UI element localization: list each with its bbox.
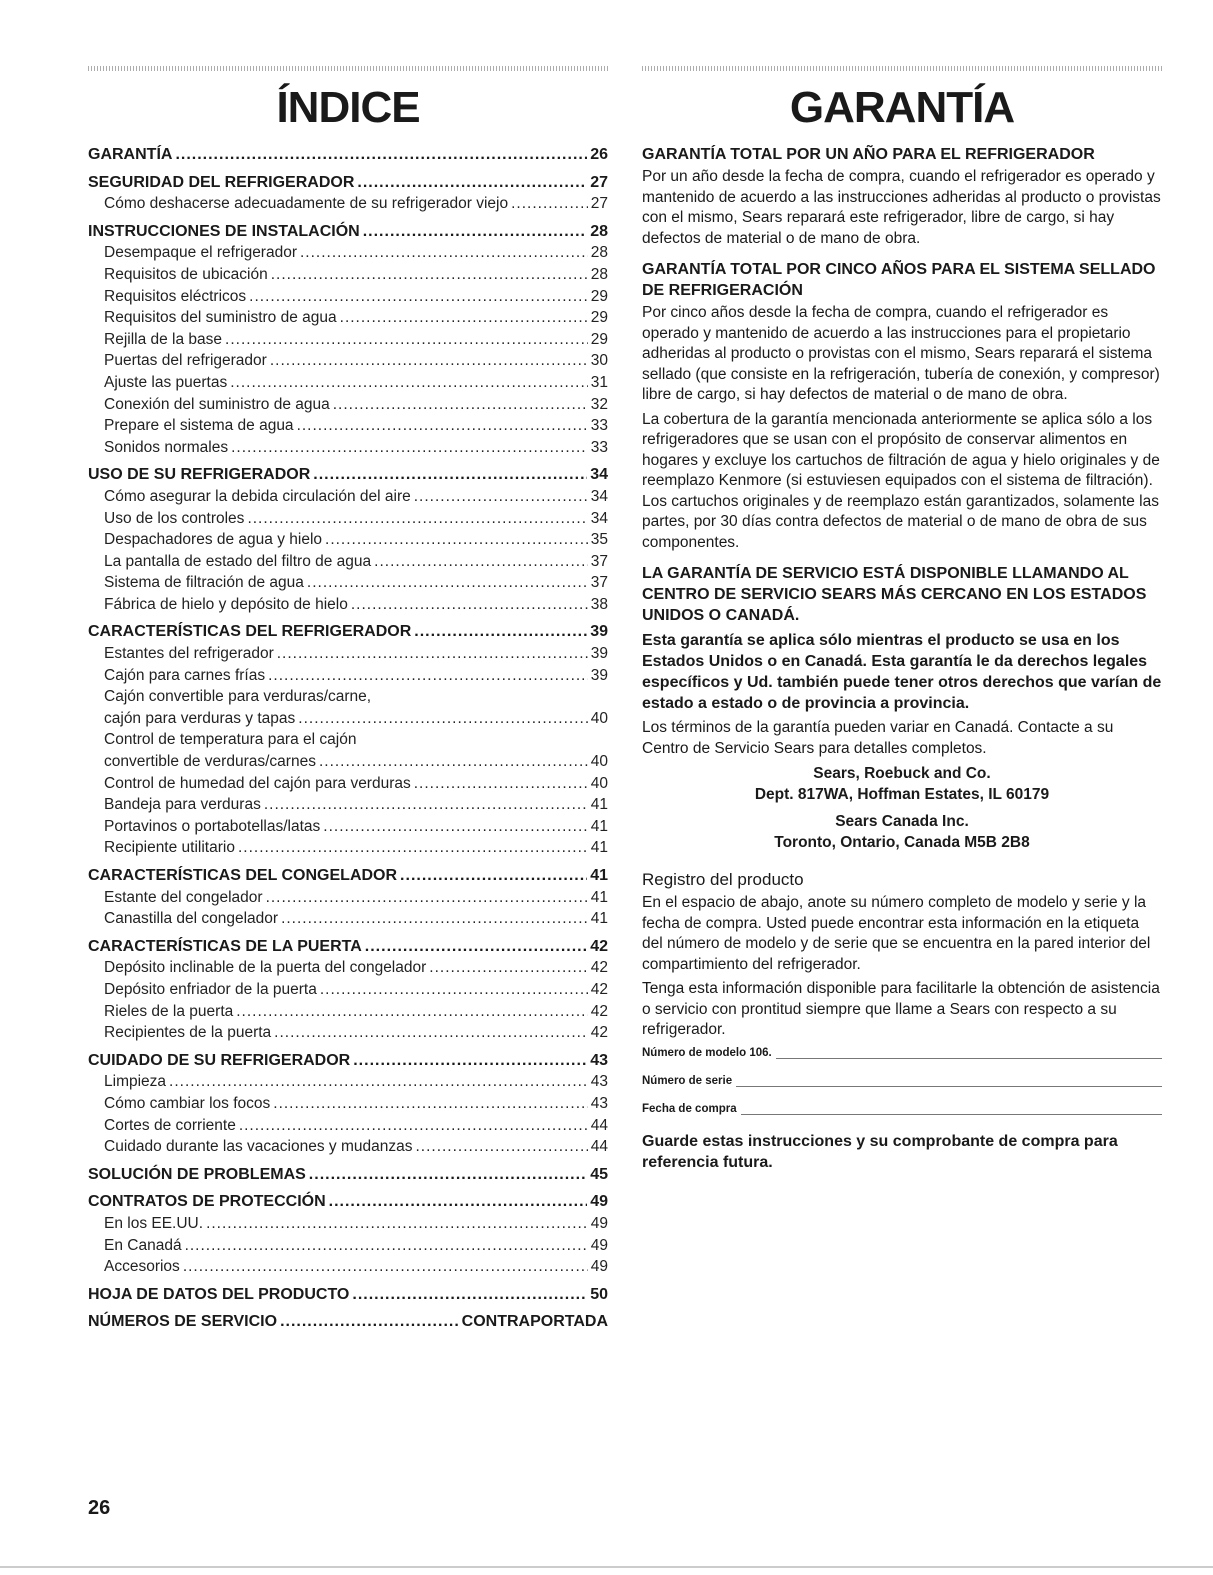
toc-page-number: 34 — [590, 509, 608, 527]
toc-leader-dots — [231, 437, 588, 459]
toc-entry-title: SOLUCIÓN DE PROBLEMAS — [88, 1165, 306, 1183]
toc-leader-dots — [238, 837, 588, 859]
toc-leader-dots — [511, 193, 588, 215]
toc-entry-title: CARACTERÍSTICAS DEL CONGELADOR — [88, 867, 398, 884]
service-heading: LA GARANTÍA DE SERVICIO ESTÁ DISPONIBLE LLAMANDO AL CENTRO DE SERVICIO SEARS MÁS CERCANO EN LOS ESTADOS UNIDOS O CANADÁ. — [642, 565, 1147, 624]
toc-leader-dots — [374, 551, 588, 573]
coverage-text: La cobertura de la garantía mencionada anteriormente se aplica sólo a los refrigeradores que se usan con el propósito de conservar alimentos en hogares y excluye los cartuchos de filtración de agua y hielo originales y de reemplazo Kenmore (si estuviesen equipados con el sistema de filtración). Los cartuchos originales y de reemplazo están garantizados, solamente las partes, por 30 días contra defectos de material o de mano de obra de sus componentes. — [642, 410, 1160, 551]
toc-section-entry — [88, 1191, 608, 1213]
toc-leader-dots — [353, 1050, 587, 1072]
toc-entry-title: Uso de los controles — [104, 509, 245, 527]
toc-leader-dots — [414, 486, 588, 508]
toc-leader-dots — [247, 508, 587, 530]
toc-leader-dots — [239, 1115, 588, 1137]
toc-page-number: 42 — [590, 959, 608, 977]
toc-entry-title: Fábrica de hielo y depósito de hielo — [104, 595, 348, 613]
toc-leader-dots — [183, 1256, 588, 1278]
toc-page-number: 50 — [590, 1285, 608, 1303]
toc-subentry — [88, 372, 608, 394]
toc-subentry — [88, 729, 608, 751]
toc-entry-title: Recipientes de la puerta — [104, 1024, 272, 1042]
one-year-text: Por un año desde la fecha de compra, cuando el refrigerador es operado y mantenido de acuerdo a las instrucciones adheridas al producto o provistas con el mismo, Sears reparará este refrigerador, libre de cargo, si hay defectos de material o de mano de obra. — [642, 168, 1161, 247]
toc-page-number: 30 — [590, 352, 608, 370]
toc-page-number: 32 — [590, 395, 608, 413]
toc-entry-title: Control de temperatura para el cajón — [104, 731, 357, 749]
five-year-heading: GARANTÍA TOTAL POR CINCO AÑOS PARA EL SISTEMA SELLADO DE REFRIGERACIÓN — [642, 261, 1156, 299]
toc-subentry — [88, 529, 608, 551]
toc-page-number: 41 — [590, 888, 608, 906]
toc-leader-dots — [268, 665, 588, 687]
toc-subentry — [88, 1022, 608, 1044]
warranty-column — [642, 82, 1162, 1173]
toc-entry-title: Desempaque el refrigerador — [104, 244, 297, 262]
toc-entry-title: Canastilla del congelador — [104, 910, 279, 928]
toc-page-number: CONTRAPORTADA — [461, 1313, 608, 1331]
toc-subentry — [88, 643, 608, 665]
toc-subentry — [88, 751, 608, 773]
toc-subentry — [88, 908, 608, 930]
purchase-date-field[interactable] — [642, 1103, 1162, 1115]
toc-entry-title: CUIDADO DE SU REFRIGERADOR — [88, 1051, 351, 1069]
toc-leader-dots — [414, 621, 587, 643]
index-column — [88, 82, 608, 1333]
toc-leader-dots — [309, 1164, 587, 1186]
toc-section-entry — [88, 1311, 608, 1333]
toc-leader-dots — [225, 329, 588, 351]
toc-entry-title: Cajón para carnes frías — [104, 666, 266, 684]
toc-entry-title: Depósito inclinable de la puerta del congelador — [104, 959, 427, 977]
toc-subentry — [88, 816, 608, 838]
toc-leader-dots — [230, 372, 588, 394]
toc-page-number: 39 — [590, 645, 608, 663]
toc-leader-dots — [277, 643, 588, 665]
toc-leader-dots — [298, 708, 587, 730]
toc-entry-title: CARACTERÍSTICAS DE LA PUERTA — [88, 937, 362, 955]
toc-page-number: 41 — [590, 817, 608, 835]
serial-number-label: Número de serie — [642, 1074, 733, 1087]
toc-subentry — [88, 979, 608, 1001]
toc-entry-title: Limpieza — [104, 1073, 167, 1091]
toc-section-entry — [88, 1284, 608, 1306]
toc-page-number: 28 — [590, 265, 608, 283]
toc-entry-title: Recipiente utilitario — [104, 839, 235, 857]
toc-entry-title: Control de humedad del cajón para verduras — [104, 774, 411, 792]
toc-subentry — [88, 1235, 608, 1257]
toc-page-number: 49 — [590, 1236, 608, 1254]
toc-entry-title: HOJA DE DATOS DEL PRODUCTO — [88, 1285, 350, 1303]
toc-leader-dots — [313, 464, 587, 486]
toc-leader-dots — [357, 172, 587, 194]
toc-leader-dots — [323, 816, 587, 838]
toc-subentry — [88, 1136, 608, 1158]
toc-page-number: 35 — [590, 531, 608, 549]
serial-number-line[interactable] — [736, 1076, 1162, 1087]
toc-page-number: 42 — [590, 980, 608, 998]
toc-leader-dots — [274, 1022, 588, 1044]
toc-entry-title: Cómo cambiar los focos — [104, 1094, 271, 1112]
purchase-date-line[interactable] — [741, 1104, 1162, 1115]
toc-section-entry — [88, 865, 608, 887]
toc-page-number: 44 — [590, 1116, 608, 1134]
toc-subentry — [88, 1256, 608, 1278]
toc-page-number: 43 — [590, 1073, 608, 1091]
model-number-line[interactable] — [776, 1048, 1162, 1059]
toc-entry-title: Ajuste las puertas — [104, 373, 228, 391]
toc-subentry — [88, 794, 608, 816]
toc-section-entry — [88, 221, 608, 243]
toc-leader-dots — [429, 957, 587, 979]
model-number-field[interactable] — [642, 1047, 1162, 1059]
toc-entry-title: Portavinos o portabotellas/latas — [104, 817, 321, 835]
toc-entry-title: INSTRUCCIONES DE INSTALACIÓN — [88, 222, 360, 240]
toc-entry-title: Cajón convertible para verduras/carne, — [104, 688, 372, 706]
toc-entry-title: Despachadores de agua y hielo — [104, 531, 323, 549]
index-title: ÍNDICE — [276, 83, 420, 132]
toc-page-number: 31 — [590, 373, 608, 391]
toc-subentry — [88, 957, 608, 979]
toc-page-number: 29 — [590, 330, 608, 348]
toc-page-number: 40 — [590, 709, 608, 727]
toc-entry-title: Prepare el sistema de agua — [104, 417, 294, 435]
toc-subentry — [88, 486, 608, 508]
toc-page-number: 28 — [590, 244, 608, 262]
toc-page-number: 29 — [590, 309, 608, 327]
toc-page-number: 41 — [590, 796, 608, 814]
toc-page-number: 37 — [590, 552, 608, 570]
toc-section-entry — [88, 172, 608, 194]
toc-entry-title: Cortes de corriente — [104, 1116, 236, 1134]
toc-subentry — [88, 1071, 608, 1093]
product-registration-title: Registro del producto — [642, 870, 804, 889]
toc-subentry — [88, 307, 608, 329]
toc-entry-title: Sistema de filtración de agua — [104, 574, 304, 592]
toc-leader-dots — [236, 1001, 588, 1023]
toc-leader-dots — [333, 394, 588, 416]
toc-subentry — [88, 329, 608, 351]
toc-entry-title: SEGURIDAD DEL REFRIGERADOR — [88, 173, 355, 191]
toc-subentry — [88, 665, 608, 687]
toc-page-number: 41 — [590, 910, 608, 928]
toc-entry-title: Rieles de la puerta — [104, 1002, 234, 1020]
toc-page-number: 28 — [590, 222, 608, 240]
sears-canada-address: Toronto, Ontario, Canada M5B 2B8 — [774, 834, 1030, 851]
toc-page-number: 42 — [590, 937, 608, 955]
toc-page-number: 49 — [590, 1258, 608, 1276]
toc-subentry — [88, 773, 608, 795]
toc-subentry — [88, 1093, 608, 1115]
toc-leader-dots — [266, 887, 588, 909]
warranty-title: GARANTÍA — [789, 83, 1015, 132]
toc-page-number: 34 — [590, 466, 608, 484]
toc-page-number: 41 — [590, 867, 608, 884]
toc-subentry — [88, 1213, 608, 1235]
toc-entry-title: Cómo deshacerse adecuadamente de su refrigerador viejo — [104, 195, 509, 213]
toc-subentry — [88, 686, 608, 708]
toc-page-number: 49 — [590, 1214, 608, 1232]
toc-page-number: 45 — [590, 1165, 608, 1183]
toc-entry-title: CONTRATOS DE PROTECCIÓN — [88, 1193, 326, 1211]
toc-leader-dots — [297, 415, 588, 437]
toc-subentry — [88, 264, 608, 286]
toc-page-number: 34 — [590, 487, 608, 505]
toc-subentry — [88, 415, 608, 437]
toc-subentry — [88, 193, 608, 215]
toc-subentry — [88, 1115, 608, 1137]
toc-section-entry — [88, 621, 608, 643]
toc-leader-dots — [307, 572, 588, 594]
toc-page-number: 40 — [590, 753, 608, 771]
toc-entry-title: En los EE.UU. — [104, 1214, 204, 1232]
toc-entry-title: Accesorios — [104, 1258, 180, 1276]
toc-page-number: 37 — [590, 574, 608, 592]
toc-leader-dots — [414, 773, 588, 795]
toc-entry-title: Depósito enfriador de la puerta — [104, 980, 317, 998]
toc-subentry — [88, 1001, 608, 1023]
toc-page-number: 39 — [590, 666, 608, 684]
toc-leader-dots — [281, 908, 588, 930]
toc-entry-title: En Canadá — [104, 1236, 182, 1254]
toc-entry-title: convertible de verduras/carnes — [104, 753, 316, 771]
top-rule-left — [88, 66, 608, 71]
toc-entry-title: Cuidado durante las vacaciones y mudanzas — [104, 1138, 413, 1156]
toc-subentry — [88, 551, 608, 573]
toc-subentry — [88, 437, 608, 459]
toc-section-entry — [88, 144, 608, 166]
toc-entry-title: CARACTERÍSTICAS DEL REFRIGERADOR — [88, 623, 412, 641]
toc-leader-dots — [319, 751, 588, 773]
model-number-label: Número de modelo 106. — [642, 1046, 772, 1059]
toc-section-entry — [88, 1050, 608, 1072]
toc-leader-dots — [280, 1311, 459, 1333]
toc-subentry — [88, 572, 608, 594]
sears-canada-name: Sears Canada Inc. — [835, 813, 969, 830]
toc-entry-title: Requisitos del suministro de agua — [104, 309, 337, 327]
toc-leader-dots — [351, 594, 588, 616]
toc-page-number: 26 — [590, 146, 608, 163]
toc-subentry — [88, 508, 608, 530]
toc-leader-dots — [400, 865, 587, 887]
toc-entry-title: cajón para verduras y tapas — [104, 709, 296, 727]
registration-text: En el espacio de abajo, anote su número completo de modelo y serie y la fecha de compra. Usted puede encontrar esta información en la etiqueta del número de modelo y de serie que se encuentra en la pared interior del compartimiento del refrigerador. — [642, 894, 1151, 973]
toc-page-number: 43 — [590, 1051, 608, 1069]
toc-section-entry — [88, 464, 608, 486]
toc-section-entry — [88, 936, 608, 958]
toc-leader-dots — [329, 1191, 588, 1213]
toc-entry-title: Cómo asegurar la debida circulación del aire — [104, 487, 411, 505]
toc-entry-title: USO DE SU REFRIGERADOR — [88, 466, 311, 484]
serial-number-field[interactable] — [642, 1075, 1162, 1087]
toc-subentry — [88, 286, 608, 308]
toc-subentry — [88, 887, 608, 909]
toc-leader-dots — [415, 1136, 587, 1158]
toc-page-number: 29 — [590, 287, 608, 305]
sears-us-name: Sears, Roebuck and Co. — [813, 765, 991, 782]
toc-entry-title: NÚMEROS DE SERVICIO — [88, 1313, 278, 1331]
toc-entry-title: Conexión del suministro de agua — [104, 395, 330, 413]
toc-page-number: 38 — [590, 595, 608, 613]
toc-entry-title: La pantalla de estado del filtro de agua — [104, 552, 372, 570]
toc-entry-title: Bandeja para verduras — [104, 796, 261, 814]
toc-page-number: 49 — [590, 1193, 608, 1211]
toc-leader-dots — [352, 1284, 587, 1306]
toc-entry-title: Estantes del refrigerador — [104, 645, 274, 663]
toc-leader-dots — [300, 242, 588, 264]
one-year-heading: GARANTÍA TOTAL POR UN AÑO PARA EL REFRIGERADOR — [642, 146, 1095, 163]
toc-leader-dots — [206, 1213, 588, 1235]
toc-page-number: 33 — [590, 417, 608, 435]
top-rule-right — [642, 66, 1162, 71]
toc-entry-title: Rejilla de la base — [104, 330, 223, 348]
toc-leader-dots — [185, 1235, 588, 1257]
toc-leader-dots — [320, 979, 588, 1001]
toc-page-number: 43 — [590, 1094, 608, 1112]
toc-section-entry — [88, 1164, 608, 1186]
toc-leader-dots — [270, 350, 588, 372]
toc-leader-dots — [363, 221, 587, 243]
toc-subentry — [88, 708, 608, 730]
toc-leader-dots — [175, 144, 587, 166]
toc-page-number: 40 — [590, 774, 608, 792]
rights-text: Esta garantía se aplica sólo mientras el producto se usa en los Estados Unidos o en Canadá. Esta garantía le da derechos legales específicos y Ud. también puede tener otros derechos que varían de estado a estado o de provincia a provincia. — [642, 632, 1162, 712]
toc-subentry — [88, 837, 608, 859]
toc-page-number: 39 — [590, 623, 608, 641]
toc-page-number: 33 — [590, 438, 608, 456]
toc-leader-dots — [249, 286, 588, 308]
toc-leader-dots — [264, 794, 588, 816]
toc-leader-dots — [169, 1071, 588, 1093]
toc-subentry — [88, 350, 608, 372]
toc-page-number: 27 — [590, 195, 608, 213]
toc-leader-dots — [271, 264, 588, 286]
toc-leader-dots — [273, 1093, 587, 1115]
purchase-date-label: Fecha de compra — [642, 1102, 737, 1115]
toc-subentry — [88, 242, 608, 264]
page-number: 26 — [88, 1497, 111, 1519]
toc-page-number: 42 — [590, 1024, 608, 1042]
save-instructions-text: Guarde estas instrucciones y su comprobante de compra para referencia futura. — [642, 1132, 1118, 1171]
toc-leader-dots — [325, 529, 588, 551]
toc-subentry — [88, 594, 608, 616]
toc-entry-title: GARANTÍA — [88, 146, 173, 163]
assistance-text: Tenga esta información disponible para facilitarle la obtención de asistencia o servicio con prontitud siempre que llame a Sears con respecto a su refrigerador. — [642, 980, 1160, 1038]
sears-us-address: Dept. 817WA, Hoffman Estates, IL 60179 — [754, 786, 1050, 803]
table-of-contents — [88, 144, 608, 1333]
toc-entry-title: Puertas del refrigerador — [104, 352, 267, 370]
five-year-text: Por cinco años desde la fecha de compra, cuando el refrigerador es operado y mantenido de acuerdo a las instrucciones para el propietario adheridas al producto o provistas con el mismo, Sears reparará el sistema sellado (que consiste en la refrigeración, tubería de conexión, y compresor) libre de cargo, si hay defectos de material o de mano de obra. — [642, 304, 1160, 403]
toc-page-number: 27 — [590, 173, 608, 191]
toc-entry-title: Requisitos eléctricos — [104, 287, 247, 305]
toc-subentry — [88, 394, 608, 416]
toc-entry-title: Sonidos normales — [104, 438, 229, 456]
toc-entry-title: Requisitos de ubicación — [104, 265, 268, 283]
toc-entry-title: Estante del congelador — [104, 888, 263, 906]
toc-page-number: 41 — [590, 839, 608, 857]
toc-page-number: 42 — [590, 1002, 608, 1020]
toc-leader-dots — [365, 936, 587, 958]
canada-terms-text: Los términos de la garantía pueden variar en Canadá. Contacte a su Centro de Servicio Sears para detalles completos. — [642, 719, 1114, 757]
bottom-rule — [0, 1566, 1213, 1568]
toc-leader-dots — [340, 307, 588, 329]
toc-page-number: 44 — [590, 1138, 608, 1156]
